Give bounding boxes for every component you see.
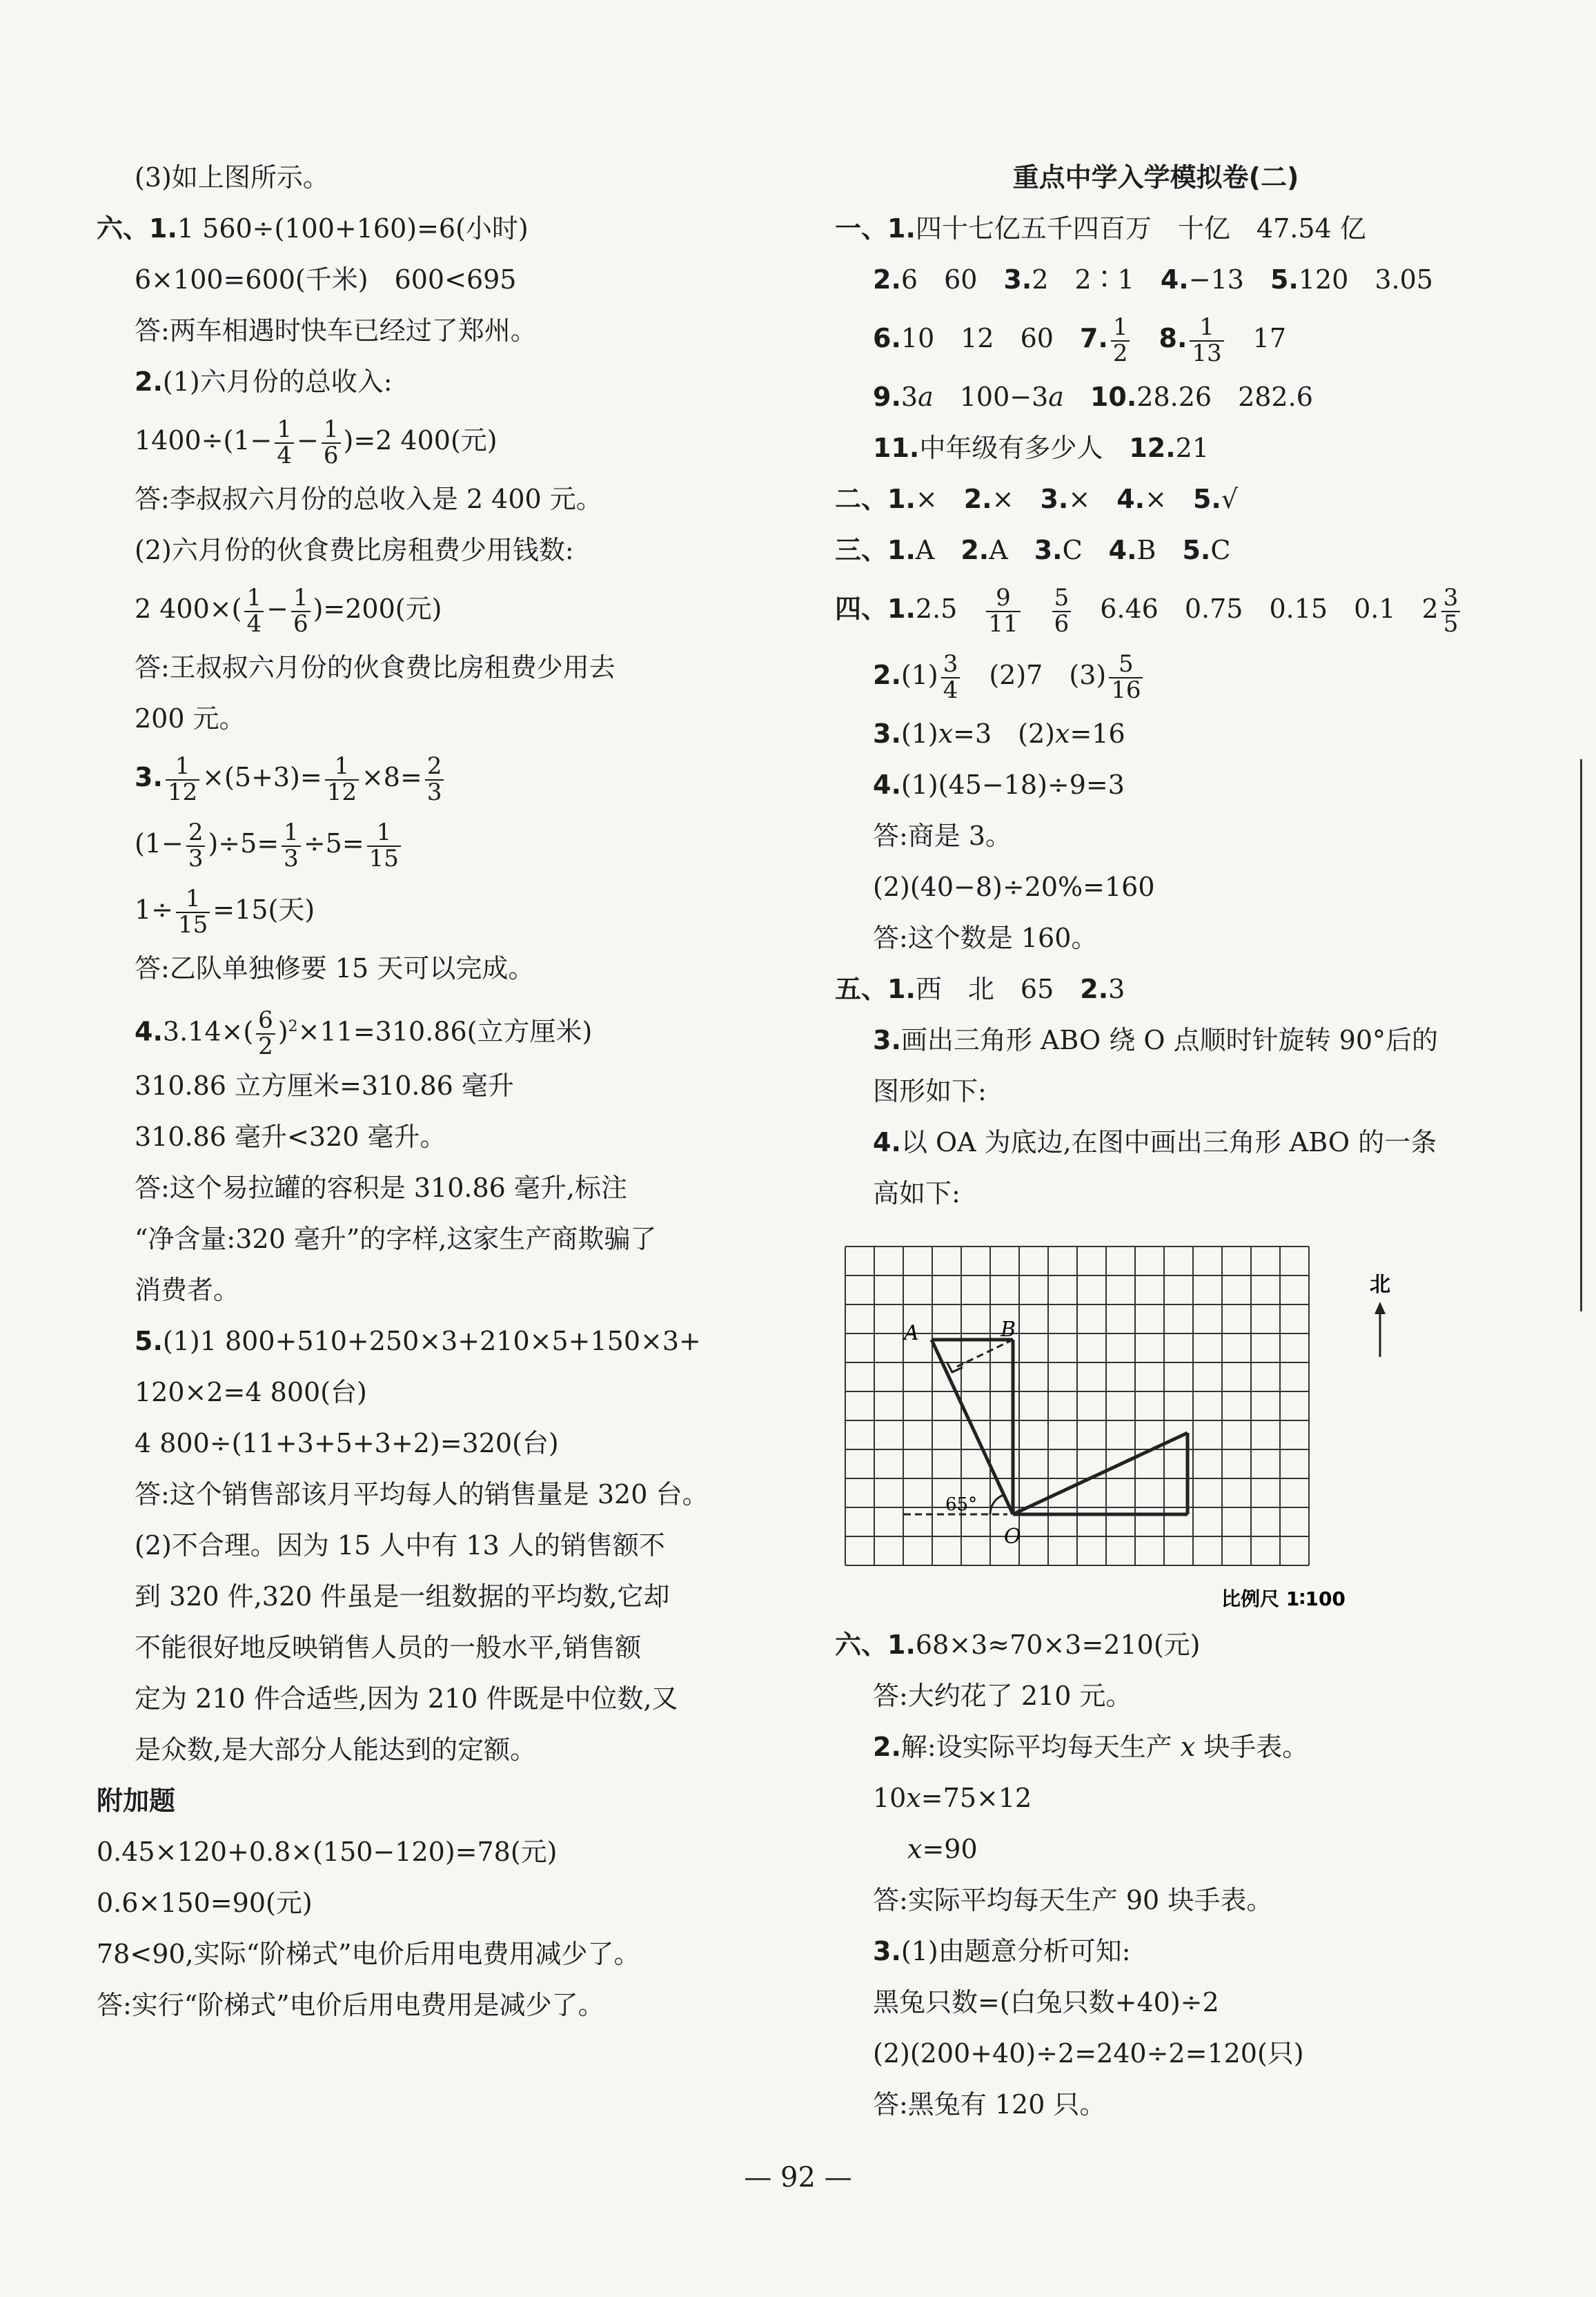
denominator: 6 [1054,609,1070,638]
answer-line [835,708,1477,759]
numerator: 1 [291,586,311,612]
numerator: 1 [282,821,301,847]
answer-line: 高如下: [873,1178,960,1209]
exponent: 2 [288,1018,298,1035]
denominator: 4 [246,609,262,638]
section-number: 一、1. [835,213,916,244]
question-number: 3. [873,1936,901,1966]
answer-line: 答:乙队单独修要 15 天可以完成。 [135,953,535,984]
answer-line [97,576,697,642]
numerator: 5 [1109,652,1143,678]
answer-line: 答:李叔叔六月份的总收入是 2 400 元。 [135,484,602,514]
answer-line: (2)(40−8)÷20%=160 [873,872,1155,902]
answer-text: C [1062,535,1109,565]
question-number: 3. [1040,484,1069,514]
answer-line: 310.86 立方厘米=310.86 毫升 [135,1071,514,1101]
question-number: 11. [873,433,920,463]
question-number: 5. [1192,484,1221,514]
denominator: 2 [258,1033,273,1061]
answer-line [835,254,1477,305]
answer-line [835,642,1477,708]
answer-line: 黑兔只数=(白兔只数+40)÷2 [873,1987,1219,2017]
grid-figure [835,1226,1456,1612]
denominator: 3 [188,844,204,872]
answer-line: 78<90,实际“阶梯式”电价后用电费用减少了。 [97,1939,640,1969]
fraction [941,649,960,704]
angle-label: 65° [945,1494,978,1515]
answer-text: 10 12 60 [900,323,1080,353]
answer-text: 3 [900,382,918,412]
question-number: 4. [135,1016,163,1047]
numerator: 1 [176,887,210,913]
numerator: 1 [1190,315,1223,342]
answer-line: 4 800÷(11+3+5+3+2)=320(台) [135,1428,559,1458]
label-b: B [1001,1318,1016,1342]
section-number: 三、1. [835,535,916,565]
denominator: 13 [1192,339,1222,367]
answer-line: 答:这个易拉罐的容积是 310.86 毫升,标注 [135,1173,628,1203]
answer-text: =75×12 [920,1783,1032,1813]
numerator: 3 [941,652,960,678]
variable: x [1055,719,1070,749]
bonus-heading: 附加题 [97,1786,176,1816]
question-number: 2. [963,484,992,514]
answer-line [835,1721,1477,1772]
question-number: 10. [1090,382,1137,412]
question-number: 8. [1159,323,1188,353]
answer-text: (2)7 (3) [963,660,1107,690]
answer-line: 答:王叔叔六月份的伙食费比房租费少用去 [135,652,615,683]
numerator: 6 [256,1008,275,1035]
fraction [1052,583,1072,638]
denominator: 11 [988,609,1018,638]
fraction [256,1008,275,1059]
numerator: 1 [244,586,264,612]
answer-line [97,877,697,943]
answer-text: 28.26 282.6 [1136,382,1313,412]
question-number: 2. [960,535,989,565]
question-number: 3. [1003,264,1032,295]
answer-text: =16 [1070,719,1125,749]
answer-line: 310.86 毫升<320 毫升。 [135,1122,446,1152]
answer-line: 0.6×150=90(元) [97,1888,313,1918]
numerator: 1 [1111,315,1130,342]
answer-line [835,422,1477,473]
answer-text: 6.46 0.75 0.15 0.1 2 [1074,594,1439,624]
denominator: 12 [326,778,357,806]
question-number: 3. [873,719,901,749]
rotated-segment-oa [1013,1433,1188,1514]
answer-line: (2)(200+40)÷2=240÷2=120(只) [873,2038,1304,2069]
question-number: 2. [135,366,163,397]
answer-line: 不能很好地反映销售人员的一般水平,销售额 [135,1632,642,1663]
answer-text: 6 60 [900,264,1004,295]
numerator: 3 [1441,586,1461,612]
answer-line: 图形如下: [873,1076,987,1106]
answer-line [97,994,697,1060]
answer-text: 1 560÷(100+160)=6(小时) [177,213,529,244]
right-column [835,152,1477,2130]
right-angle-mark [947,1362,963,1372]
answer-text: √ [1221,484,1239,514]
denominator: 16 [1111,676,1141,704]
answer-line: 120×2=4 800(台) [135,1377,367,1407]
numerator: 1 [367,821,401,847]
answer-text: −13 [1188,264,1270,295]
answer-text: (1)(45−18)÷9=3 [900,770,1125,800]
variable: a [918,382,934,412]
fraction [425,754,444,805]
question-number: 2. [873,264,901,295]
answer-line [97,744,697,810]
answer-text: 120 3.05 [1298,264,1433,295]
question-number: 6. [873,323,901,353]
fraction [186,818,206,872]
answer-text: C [1210,535,1231,565]
answer-line [835,759,1477,810]
question-number: 4. [1160,264,1189,295]
section-title: 重点中学入学模拟卷(二) [1012,162,1299,193]
question-number: 4. [873,1127,901,1157]
answer-line [835,305,1477,371]
answer-text: (1)六月份的总收入: [162,366,393,397]
fraction [166,754,199,805]
numerator: 1 [275,418,294,444]
answer-line: 定为 210 件合适些,因为 210 件既是中位数,又 [135,1683,678,1714]
answer-line [835,1824,1477,1875]
fraction [367,818,401,872]
numerator: 5 [1052,586,1072,612]
expr-part: − [266,594,288,624]
fraction [176,884,210,939]
expr-part: 2 400×( [135,594,242,624]
expr-part: )=200(元) [313,594,442,624]
answer-line: 是众数,是大部分人能达到的定额。 [135,1734,537,1765]
question-number: 12. [1129,433,1176,463]
question-number: 5. [1270,264,1299,295]
answer-line [835,473,1477,525]
answer-line [835,1772,1477,1824]
answer-line: (3)如上图所示。 [135,162,329,193]
answer-line: 答:实行“阶梯式”电价后用电费用是减少了。 [97,1990,604,2020]
denominator: 15 [368,844,399,872]
question-number: 5. [1182,535,1211,565]
denominator: 5 [1443,609,1459,638]
expr-part: )=2 400(元) [343,425,497,456]
question-number: 5. [135,1326,163,1356]
label-o: O [1004,1525,1021,1549]
answer-text: 块手表。 [1195,1732,1309,1762]
question-number: 2. [873,1732,901,1762]
expr-part: ×11=310.86(立方厘米) [297,1016,593,1047]
question-number: 3. [135,762,163,792]
fraction [244,583,264,638]
numerator: 2 [425,754,444,781]
answer-line: 200 元。 [135,703,246,734]
answer-text: × [992,484,1041,514]
answer-line: 0.45×120+0.8×(150−120)=78(元) [97,1837,558,1867]
section-number: 五、1. [835,974,916,1004]
answer-line: (2)六月份的伙食费比房租费少用钱数: [135,535,574,565]
answer-text: × [1145,484,1193,514]
answer-text: 以 OA 为底边,在图中画出三角形 ABO 的一条 [900,1127,1437,1157]
answer-line [835,1619,1477,1670]
section-number: 六、1. [835,1630,916,1660]
expr-part: 1÷ [135,895,174,925]
answer-line [835,1926,1477,1977]
variable: x [907,1834,923,1864]
answer-line: 答:商是 3。 [873,821,1012,851]
variable: a [1048,382,1064,412]
answer-text: A [915,535,961,565]
answer-line [835,203,1477,254]
fraction [1441,583,1461,638]
answer-text: 68×3≈70×3=210(元) [915,1630,1201,1660]
answer-text: (1)由题意分析可知: [900,1936,1131,1966]
answer-text: (1) [900,660,938,690]
expr-part: ×8= [361,762,422,792]
page-number: — 92 — [744,2162,852,2193]
grid-diagram [835,1226,1456,1612]
label-a: A [904,1321,919,1345]
north-arrow-head-icon [1375,1302,1386,1314]
fraction [1111,315,1130,366]
answer-text: 21 [1175,433,1210,463]
answer-line: 答:黑兔有 120 只。 [873,2089,1106,2120]
left-column [97,152,709,2031]
question-number: 2. [1080,974,1109,1004]
expr-part: − [297,425,319,456]
answer-line: 答:实际平均每天生产 90 块手表。 [873,1885,1273,1915]
answer-text: =3 (2) [953,719,1056,749]
variable: x [1180,1732,1196,1762]
fraction [322,415,341,469]
section-number: 四、1. [835,594,916,624]
denominator: 3 [426,778,442,806]
scale-label: 比例尺 1∶100 [1221,1587,1346,1610]
answer-text: × [1068,484,1117,514]
answer-line [835,1117,1477,1168]
fraction [291,583,311,638]
answer-line [97,203,697,254]
question-number: 3. [1034,535,1063,565]
question-number: 4. [1116,484,1145,514]
answer-line [97,810,697,877]
denominator: 12 [167,778,198,806]
section-number: 六、1. [97,213,177,244]
expr-part: 3.14×( [162,1016,254,1047]
question-number: 2. [873,660,901,690]
scan-edge-mark [1580,759,1582,1311]
answer-line [835,371,1477,422]
fraction [1190,315,1223,366]
segment-ao [932,1340,1013,1514]
question-number: 3. [873,1025,901,1055]
answer-text: 中年级有多少人 [919,433,1130,463]
answer-text: (1) [900,719,938,749]
numerator: 9 [986,586,1020,612]
answer-line: 6×100=600(千米) 600<695 [135,264,517,295]
expr-part: )÷5= [208,828,279,859]
north-label: 北 [1370,1273,1390,1297]
question-number: 9. [873,382,901,412]
answer-line [97,1316,701,1367]
expr-part: ÷5= [303,828,364,859]
variable: x [906,1783,921,1813]
angle-arc [990,1495,1003,1514]
numerator: 1 [166,754,199,781]
expr-part: ×(5+3)= [202,762,322,792]
answer-text: 100−3 [933,382,1049,412]
answer-text: 2.5 [915,594,984,624]
answer-text: A [989,535,1034,565]
answer-text: 西 北 65 [915,974,1081,1004]
answer-line: 到 320 件,320 件虽是一组数据的平均数,它却 [135,1581,670,1612]
answer-line: (2)不合理。因为 15 人中有 13 人的销售额不 [135,1530,665,1561]
answer-text: B [1136,535,1183,565]
numerator: 1 [322,418,341,444]
answer-text: 解:设实际平均每天生产 [900,1732,1181,1762]
expr-part: =15(天) [213,895,315,925]
variable: x [938,719,954,749]
numerator: 1 [325,754,359,781]
answer-text: 10 [873,1783,907,1813]
fraction [325,754,359,805]
answer-line [835,525,1477,576]
question-number: 4. [1108,535,1137,565]
answer-line [835,576,1477,642]
expr-part: 1400÷(1− [135,425,273,456]
expr-part: ) [277,1016,288,1047]
answer-text: (1)1 800+510+250×3+210×5+150×3+ [162,1326,701,1356]
denominator: 6 [293,609,308,638]
fraction [275,415,294,469]
answer-line [97,407,697,473]
numerator: 2 [186,821,206,847]
question-number: 4. [873,770,901,800]
grid-lines [845,1247,1309,1565]
denominator: 3 [284,844,299,872]
answer-line: 答:大约花了 210 元。 [873,1681,1132,1711]
fraction [1109,649,1143,704]
answer-text: =90 [922,1834,978,1864]
answer-line: 答:两车相遇时快车已经过了郑州。 [135,315,537,346]
answer-line [835,964,1477,1015]
fraction [986,583,1020,638]
answer-line: “净含量:320 毫升”的字样,这家生产商欺骗了 [135,1224,657,1254]
answer-text: 3 [1108,974,1125,1004]
answer-line: 消费者。 [135,1275,240,1305]
answer-line: 答:这个销售部该月平均每人的销售量是 320 台。 [135,1479,709,1509]
denominator: 15 [178,910,208,939]
answer-text: 17 [1226,323,1287,353]
answer-line [97,356,697,407]
fraction [282,818,301,872]
answer-text: 2 2∶1 [1032,264,1161,295]
answer-text: 四十七亿五千四百万 十亿 47.54 亿 [915,213,1366,244]
answer-line: 答:这个数是 160。 [873,923,1098,953]
expr-part: (1− [135,828,184,859]
answer-text: 画出三角形 ABO 绕 O 点顺时针旋转 90°后的 [900,1025,1439,1055]
denominator: 2 [1112,339,1128,367]
denominator: 6 [323,441,339,469]
denominator: 4 [277,441,293,469]
answer-line [835,1015,1477,1066]
question-number: 7. [1079,323,1108,353]
answer-text: × [915,484,964,514]
section-number: 二、1. [835,484,916,514]
denominator: 4 [943,676,958,704]
